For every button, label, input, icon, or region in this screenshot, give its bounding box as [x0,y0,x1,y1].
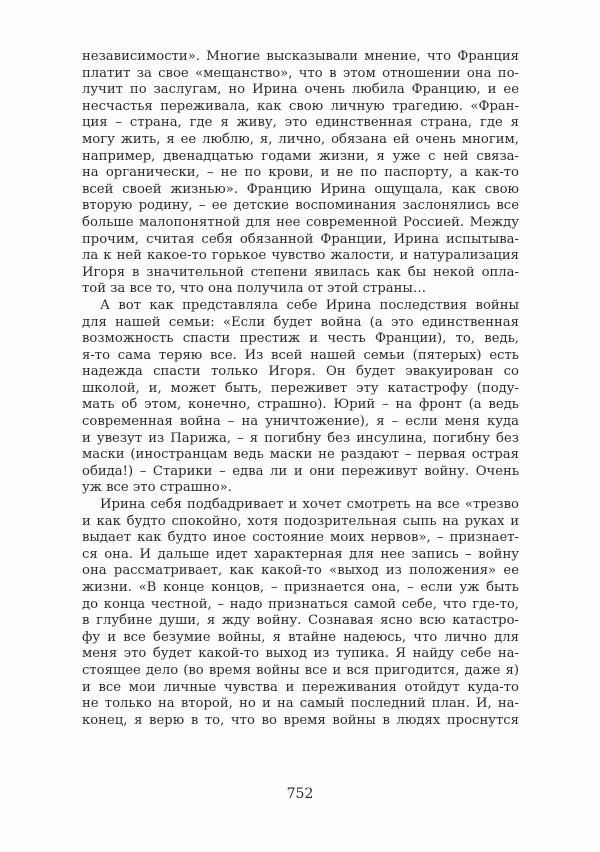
text-line: современная война – на уничтожение), я – если меня куда [82,414,519,430]
text-line: например, двенадцатью годами жизни, я уже с ней связа- [82,148,519,164]
text-line: в глубине души, я жду войну. Сознавая ясно всю катастро- [82,613,519,629]
text-line: уж все это страшно». [82,480,232,496]
text-line: мать об этом, конечно, страшно). Юрий – на фронт (а ведь [82,397,519,413]
text-line: Игоря в значительной степени явилась как бы некой опла- [82,264,519,280]
text-line: ция – страна, где я живу, это единственная страна, где я [82,115,519,131]
text-line: всей своей жизнью». Францию Ирина ощущала, как свою [82,181,519,197]
text-line: независимости». Многие высказывали мнение, что Франция [82,49,519,64]
text-line: и увезут из Парижа, – я погибну без инсулина, погибну без [82,430,519,446]
text-line: и как будто спокойно, хотя подозрительная сыпь на руках и [82,513,519,529]
text-line: ла к ней какое-то горькое чувство жалости, и натурализация [82,248,519,264]
text-line: на органически, – не по крови, и не по паспорту, а как-то [82,165,519,181]
text-line: школой, и, может быть, переживет эту катастрофу (поду- [82,380,519,396]
text-line: конец, я верю в то, что во время войны в людях проснутся [82,712,519,728]
text-line: возможность спасти престиж и честь Франции), то, ведь, [82,331,519,347]
text-line: не только на второй, но и на самый последний план. И, на- [82,696,519,712]
text-line: она рассматривает, как какой-то «выход из положения» ее [82,563,519,579]
text-line: до конца честной, – надо признаться самой себе, что где-то, [82,596,519,612]
text-line: и все мои личные чувства и переживания отойдут куда-то [82,679,519,695]
text-line: лучит по заслугам, но Ирина очень любила Францию, и ее [82,82,519,98]
text-line: меня это будет какой-то выход из тупика. Я найду себе на- [82,646,519,662]
text-line: несчастья переживала, как свою личную трагедию. «Фран- [82,98,519,114]
text-line: ся она. И дальше идет характерная для нее запись – войну [82,546,519,562]
text-line: я-то сама теряю все. Из всей нашей семьи (пятерых) есть [82,347,519,363]
text-line: могу жить, я ее люблю, я, лично, обязана ей очень многим, [82,131,519,147]
text-line: Ирина себя подбадривает и хочет смотреть на все «трезво [100,497,519,513]
text-line: фу и все безумие войны, я втайне надеюсь, что лично для [82,629,519,645]
page-number: 752 [286,786,314,802]
text-line: А вот как представляла себе Ирина последствия войны [100,297,519,313]
text-line: платит за свое «мещанство», что в этом отношении она по- [82,65,519,81]
paragraph-1 [82,49,519,298]
paragraph-3 [82,497,519,729]
text-line: жизни. «В конце концов, – признается она, – если уж быть [82,580,519,595]
text-line: маски (иностранцам ведь маски не раздают – первая острая [82,447,519,463]
text-line: надежда спасти только Игоря. Он будет эвакуирован со [82,364,519,380]
text-line: выдает как будто иное состояние моих нервов», – признает- [82,530,519,546]
text-line: стоящее дело (во время войны все и вся пригодится, даже я) [82,662,519,678]
text-line: прочим, считая себя обязанной Франции, Ирина испытыва- [82,231,519,247]
text-line: той за все то, что она получила от этой страны… [82,281,427,297]
paragraph-2 [82,298,519,497]
text-line: вторую родину, – ее детские воспоминания заслонялись все [82,198,519,214]
body-text [82,49,519,729]
text-line: больше малопонятной для нее современной Россией. Между [82,214,519,230]
text-line: для нашей семьи: «Если будет война (а это единственная [82,314,519,330]
text-line: обида!) – Старики – едва ли и они переживут войну. Очень [82,463,519,479]
